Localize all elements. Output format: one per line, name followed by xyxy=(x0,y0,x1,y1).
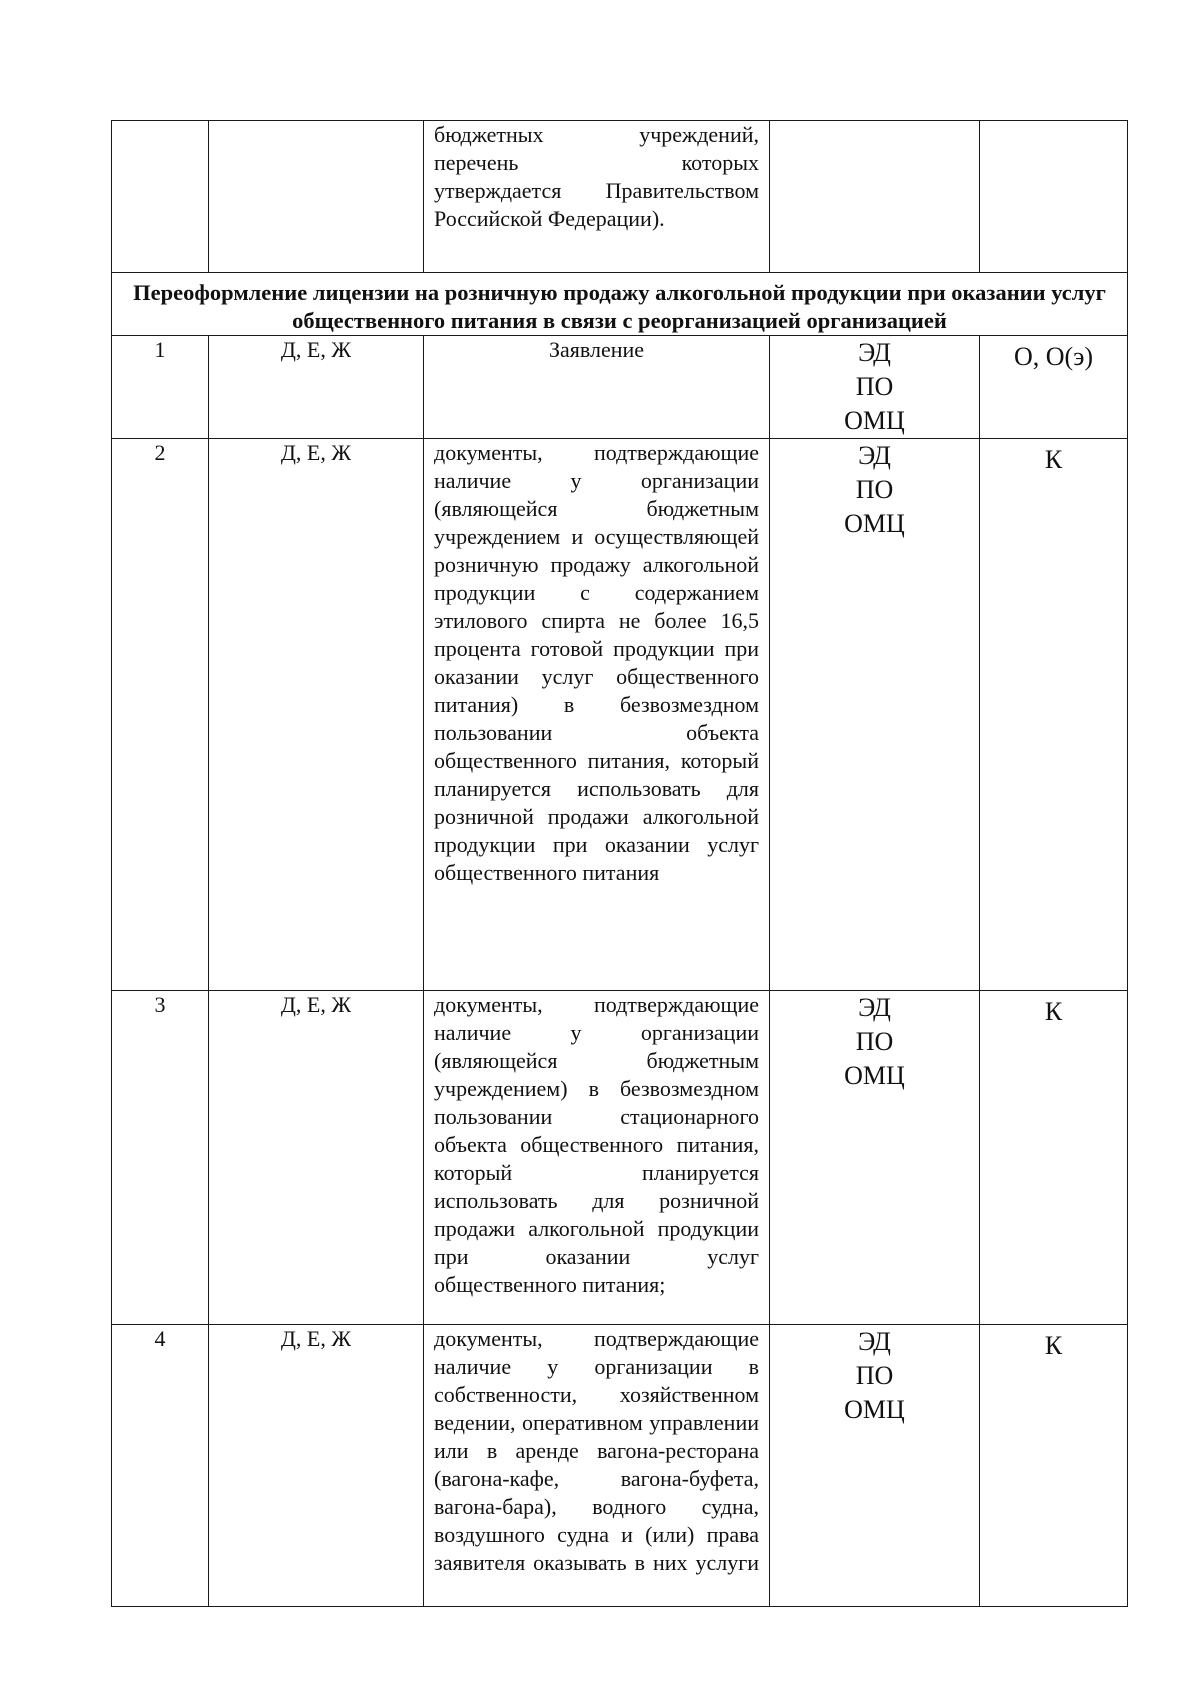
table-row xyxy=(112,1325,1128,1607)
format-ed: ЭД xyxy=(858,441,891,470)
format-omc: ОМЦ xyxy=(844,1395,905,1424)
row-number: 3 xyxy=(112,991,209,1325)
section-header-cell xyxy=(112,273,1128,336)
row-document-text: документы, подтверждающие наличие у организации (являющейся бюджетным учреждением и осуществляющей розничную продажу алкогольной продукции с содержанием этилового спирта не более 16,5 процента готовой продукции при оказании услуг общественного питания) в безвозмездном пользовании объекта общественного питания, который планируется использовать для розничной продажи алкогольной продукции при оказании услуг общественного питания xyxy=(434,440,759,885)
cell-applicants xyxy=(209,121,424,273)
row-document-text: документы, подтверждающие наличие у организации в собственности, хозяйственном ведении, оперативном управлении или в аренде вагона-ресторана (вагона-кафе, вагона-буфета, вагона-бара), водного судна, воздушного судна и (или) права заявителя оказывать в них услуги xyxy=(434,1326,759,1575)
section-header-row xyxy=(112,273,1128,336)
row-document xyxy=(424,991,770,1325)
document-table xyxy=(111,120,1128,1607)
row-applicants: Д, Е, Ж xyxy=(209,991,424,1325)
row-number: 4 xyxy=(112,1325,209,1607)
row-document-text: документы, подтверждающие наличие у организации (являющейся бюджетным учреждением) в безвозмездном пользовании стационарного объекта общественного питания, который планируется использовать для розничной продажи алкогольной продукции при оказании услуг общественного питания; xyxy=(434,992,759,1297)
row-document xyxy=(424,439,770,991)
table-row xyxy=(112,336,1128,439)
row-applicants: Д, Е, Ж xyxy=(209,336,424,439)
cell-category xyxy=(980,121,1128,273)
table-row-continuation xyxy=(112,121,1128,273)
row-formats xyxy=(770,1325,980,1607)
format-ed: ЭД xyxy=(858,338,891,367)
row-formats xyxy=(770,336,980,439)
doc-line: Российской Федерации). xyxy=(434,206,665,231)
row-category: К xyxy=(980,1325,1128,1607)
format-po: ПО xyxy=(855,1361,894,1390)
cell-formats xyxy=(770,121,980,273)
doc-line: бюджетных учреждений, xyxy=(434,122,759,147)
row-category: К xyxy=(980,439,1128,991)
format-ed: ЭД xyxy=(858,1327,891,1356)
format-po: ПО xyxy=(855,1027,894,1056)
cell-num xyxy=(112,121,209,273)
row-applicants: Д, Е, Ж xyxy=(209,439,424,991)
row-number: 2 xyxy=(112,439,209,991)
row-number: 1 xyxy=(112,336,209,439)
format-po: ПО xyxy=(855,475,894,504)
row-category: О, О(э) xyxy=(980,336,1128,439)
doc-line: утверждается Правительством xyxy=(434,178,759,203)
row-document xyxy=(424,1325,770,1607)
row-formats xyxy=(770,439,980,991)
section-title: Переоформление лицензии на розничную продажу алкогольной продукции при оказании услуг общественного питания в связи с реорганизацией организацией xyxy=(133,280,1106,333)
cell-document-continuation xyxy=(424,121,770,273)
row-document xyxy=(424,336,770,439)
table-row xyxy=(112,991,1128,1325)
row-applicants: Д, Е, Ж xyxy=(209,1325,424,1607)
row-category: К xyxy=(980,991,1128,1325)
format-ed: ЭД xyxy=(858,993,891,1022)
table-row xyxy=(112,439,1128,991)
row-document-text: Заявление xyxy=(548,337,645,362)
format-omc: ОМЦ xyxy=(844,1061,905,1090)
format-omc: ОМЦ xyxy=(844,509,905,538)
row-formats xyxy=(770,991,980,1325)
doc-line: перечень которых xyxy=(434,150,759,175)
format-omc: ОМЦ xyxy=(844,406,905,435)
format-po: ПО xyxy=(855,372,894,401)
